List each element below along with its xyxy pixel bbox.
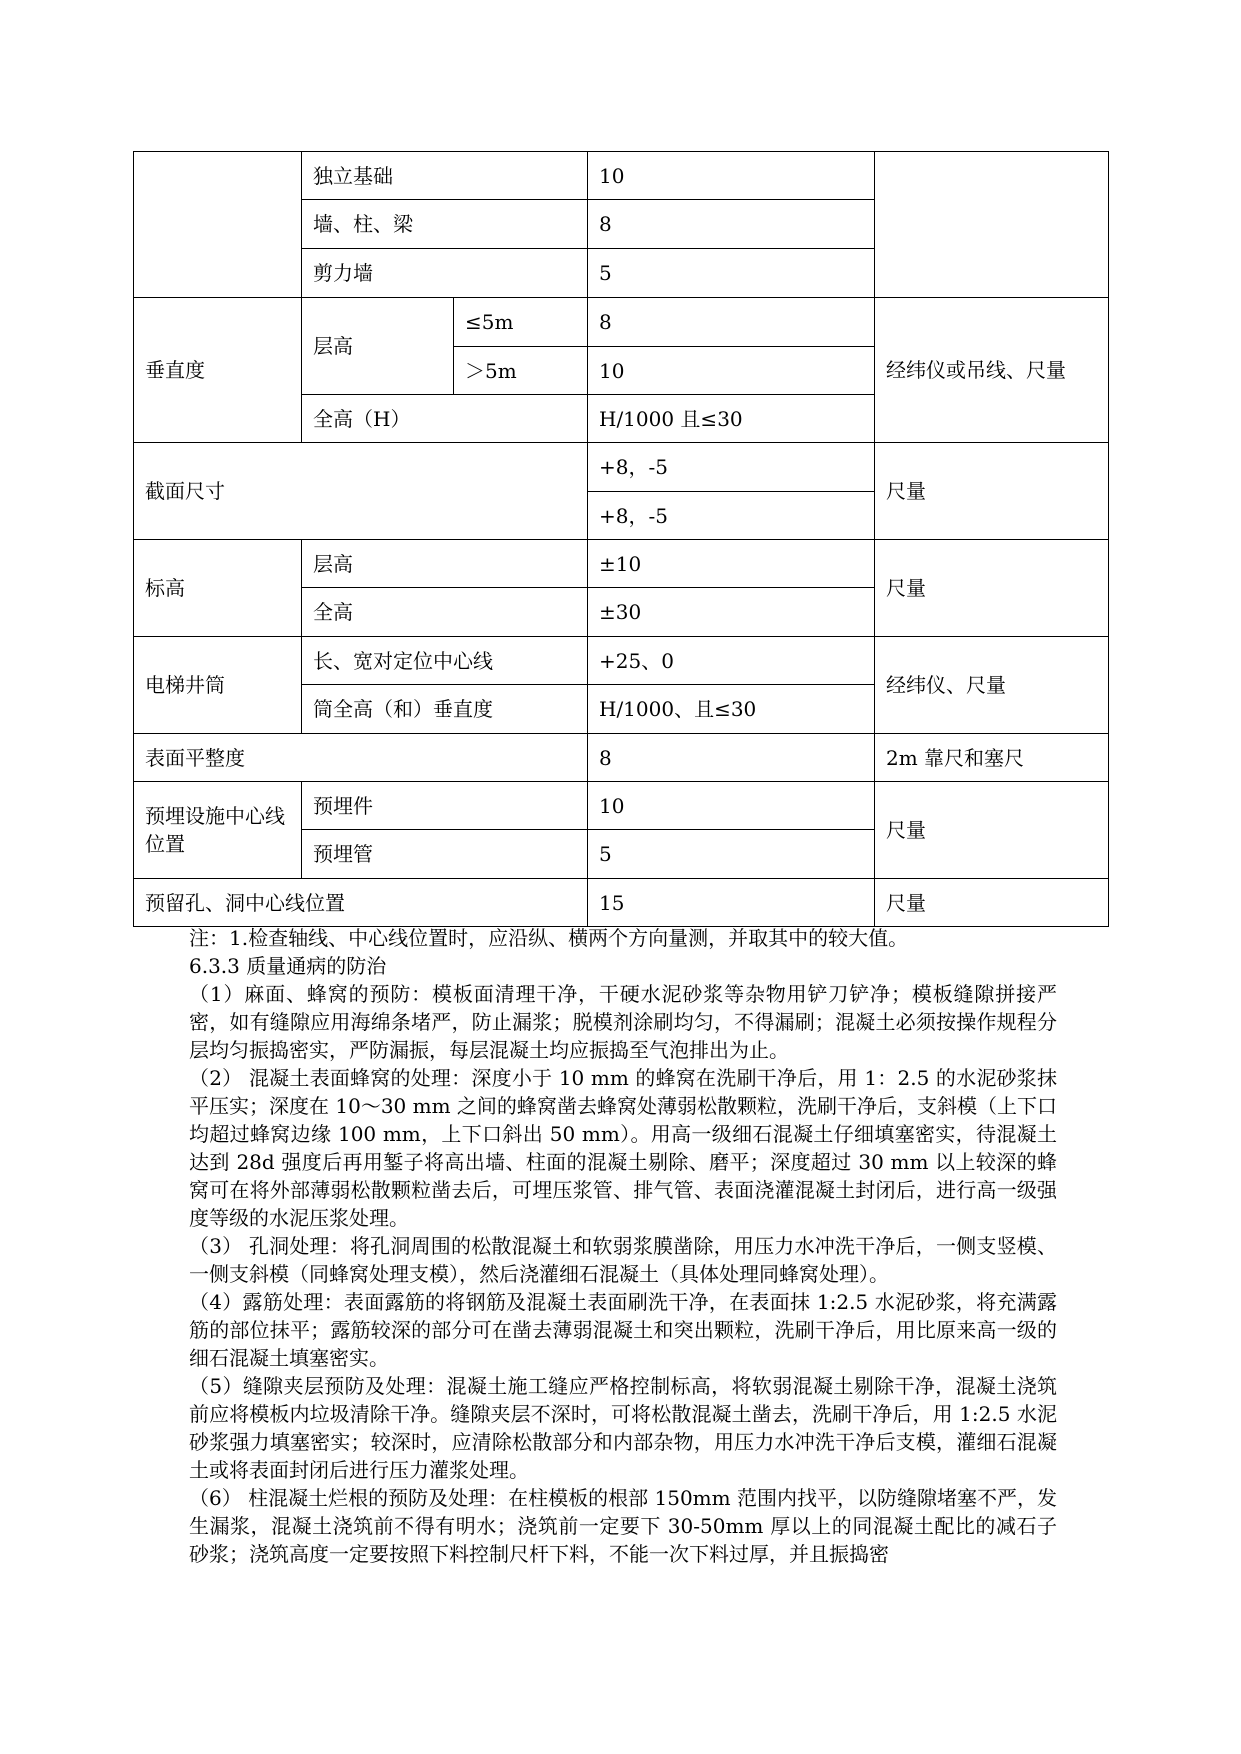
- table-cell-item: 预埋件: [301, 781, 588, 830]
- table-cell-value: 10: [587, 346, 875, 395]
- table-cell-item: 独立基础: [301, 151, 588, 200]
- paragraph: （1）麻面、蜂窝的预防：模板面清理干净，干硬水泥砂浆等杂物用铲刀铲净；模板缝隙拼接严密，如有缝隙应用海绵条堵严，防止漏浆；脱模剂涂刷均匀，不得漏刷；混凝土必须按操作规程分层均匀振捣密实，严防漏振，每层混凝土均应振捣至气泡排出为止。: [189, 982, 1057, 1062]
- table-cell-item: 预埋管: [301, 829, 588, 879]
- table-cell-method: 尺量: [874, 878, 1109, 927]
- table-cell-category: 标高: [133, 539, 302, 637]
- table-cell-item: 全高（H）: [301, 394, 588, 443]
- table-cell-method: 经纬仪或吊线、尺量: [874, 297, 1109, 443]
- table-cell-item: 层高: [301, 539, 588, 588]
- table-cell-category: 预埋设施中心线位置: [133, 781, 302, 879]
- table-cell-item: 剪力墙: [301, 248, 588, 298]
- paragraph: （6） 柱混凝土烂根的预防及处理：在柱模板的根部 150mm 范围内找平，以防缝隙堵塞不严，发生漏浆，混凝土浇筑前不得有明水；浇筑前一定要下 30-50mm 厚以上的同混凝土配比的减石子砂浆；浇筑高度一定要按照下料控制尺杆下料，不能一次下料过厚，并且振捣密: [189, 1486, 1057, 1566]
- table-cell-value: +8，-5: [587, 491, 875, 540]
- paragraph: （2） 混凝土表面蜂窝的处理：深度小于 10 mm 的蜂窝在洗刷干净后，用 1：2.5 的水泥砂浆抹平压实；深度在 10～30 mm 之间的蜂窝凿去蜂窝处薄弱松散颗粒，洗刷干净后，支斜模（上下口均超过蜂窝边缘 100 mm，上下口斜出 50 mm）。用高一级细石混凝土仔细填塞密实，待混凝土达到 28d 强度后再用錾子将高出墙、柱面的混凝土剔除、磨平；深度超过 30 mm 以上较深的蜂窝可在将外部薄弱松散颗粒凿去后，可埋压浆管、排气管、表面浇灌混凝土封闭后，进行高一级强度等级的水泥压浆处理。: [189, 1066, 1057, 1230]
- table-cell-item: 墙、柱、梁: [301, 199, 588, 249]
- table-cell-category: 预留孔、洞中心线位置: [133, 878, 588, 927]
- table-cell-item: 长、宽对定位中心线: [301, 636, 588, 685]
- table-cell-category: 表面平整度: [133, 733, 588, 782]
- table-cell-value: 8: [587, 733, 875, 782]
- table-cell-subcategory: 层高: [301, 297, 454, 395]
- table-cell-method: 经纬仪、尺量: [874, 636, 1109, 734]
- table-cell-value: +8，-5: [587, 442, 875, 492]
- table-cell-value: 5: [587, 248, 875, 298]
- body-text: [189, 924, 1057, 1568]
- table-cell-value: 8: [587, 297, 875, 347]
- table-cell-value: 10: [587, 781, 875, 830]
- table-cell-category: 垂直度: [133, 297, 302, 443]
- table-cell-method: 2m 靠尺和塞尺: [874, 733, 1109, 782]
- table-cell-category: 电梯井筒: [133, 636, 302, 734]
- table-cell-condition: ≤5m: [453, 297, 588, 347]
- table-cell-item: 筒全高（和）垂直度: [301, 684, 588, 734]
- table-cell-value: H/1000 且≤30: [587, 394, 875, 443]
- section-heading: 6.3.3 质量通病的防治: [189, 954, 387, 978]
- table-cell-category: 截面尺寸: [133, 442, 588, 540]
- table-cell-value: 5: [587, 829, 875, 879]
- table-cell-method: 尺量: [874, 442, 1109, 540]
- table-note: 注：1.检查轴线、中心线位置时，应沿纵、横两个方向量测，并取其中的较大值。: [189, 926, 909, 950]
- paragraph: （3） 孔洞处理：将孔洞周围的松散混凝土和软弱浆膜凿除，用压力水冲洗干净后，一侧支竖模、一侧支斜模（同蜂窝处理支模），然后浇灌细石混凝土（具体处理同蜂窝处理）。: [189, 1234, 1057, 1286]
- table-cell-empty-label: [133, 151, 302, 298]
- table-cell-method: 尺量: [874, 781, 1109, 879]
- table-cell-empty-method: [874, 151, 1109, 298]
- table-cell-method: 尺量: [874, 539, 1109, 637]
- table-cell-value: 8: [587, 199, 875, 249]
- table-cell-value: ±10: [587, 539, 875, 588]
- table-cell-value: +25、0: [587, 636, 875, 685]
- table-cell-value: 10: [587, 151, 875, 200]
- paragraph: （5）缝隙夹层预防及处理：混凝土施工缝应严格控制标高，将软弱混凝土剔除干净，混凝土浇筑前应将模板内垃圾清除干净。缝隙夹层不深时，可将松散混凝土凿去，洗刷干净后，用 1:2.5 水泥砂浆强力填塞密实；较深时，应清除松散部分和内部杂物，用压力水冲洗干净后支模，灌细石混凝土或将表面封闭后进行压力灌浆处理。: [189, 1374, 1057, 1482]
- table-cell-value: ±30: [587, 587, 875, 637]
- table-cell-value: 15: [587, 878, 875, 927]
- table-cell-condition: ＞5m: [453, 346, 588, 395]
- table-cell-value: H/1000、且≤30: [587, 684, 875, 734]
- paragraph: （4）露筋处理：表面露筋的将钢筋及混凝土表面刷洗干净，在表面抹 1:2.5 水泥砂浆，将充满露筋的部位抹平；露筋较深的部分可在凿去薄弱混凝土和突出颗粒，洗刷干净后，用比原来高一级的细石混凝土填塞密实。: [189, 1290, 1057, 1370]
- table-cell-item: 全高: [301, 587, 588, 637]
